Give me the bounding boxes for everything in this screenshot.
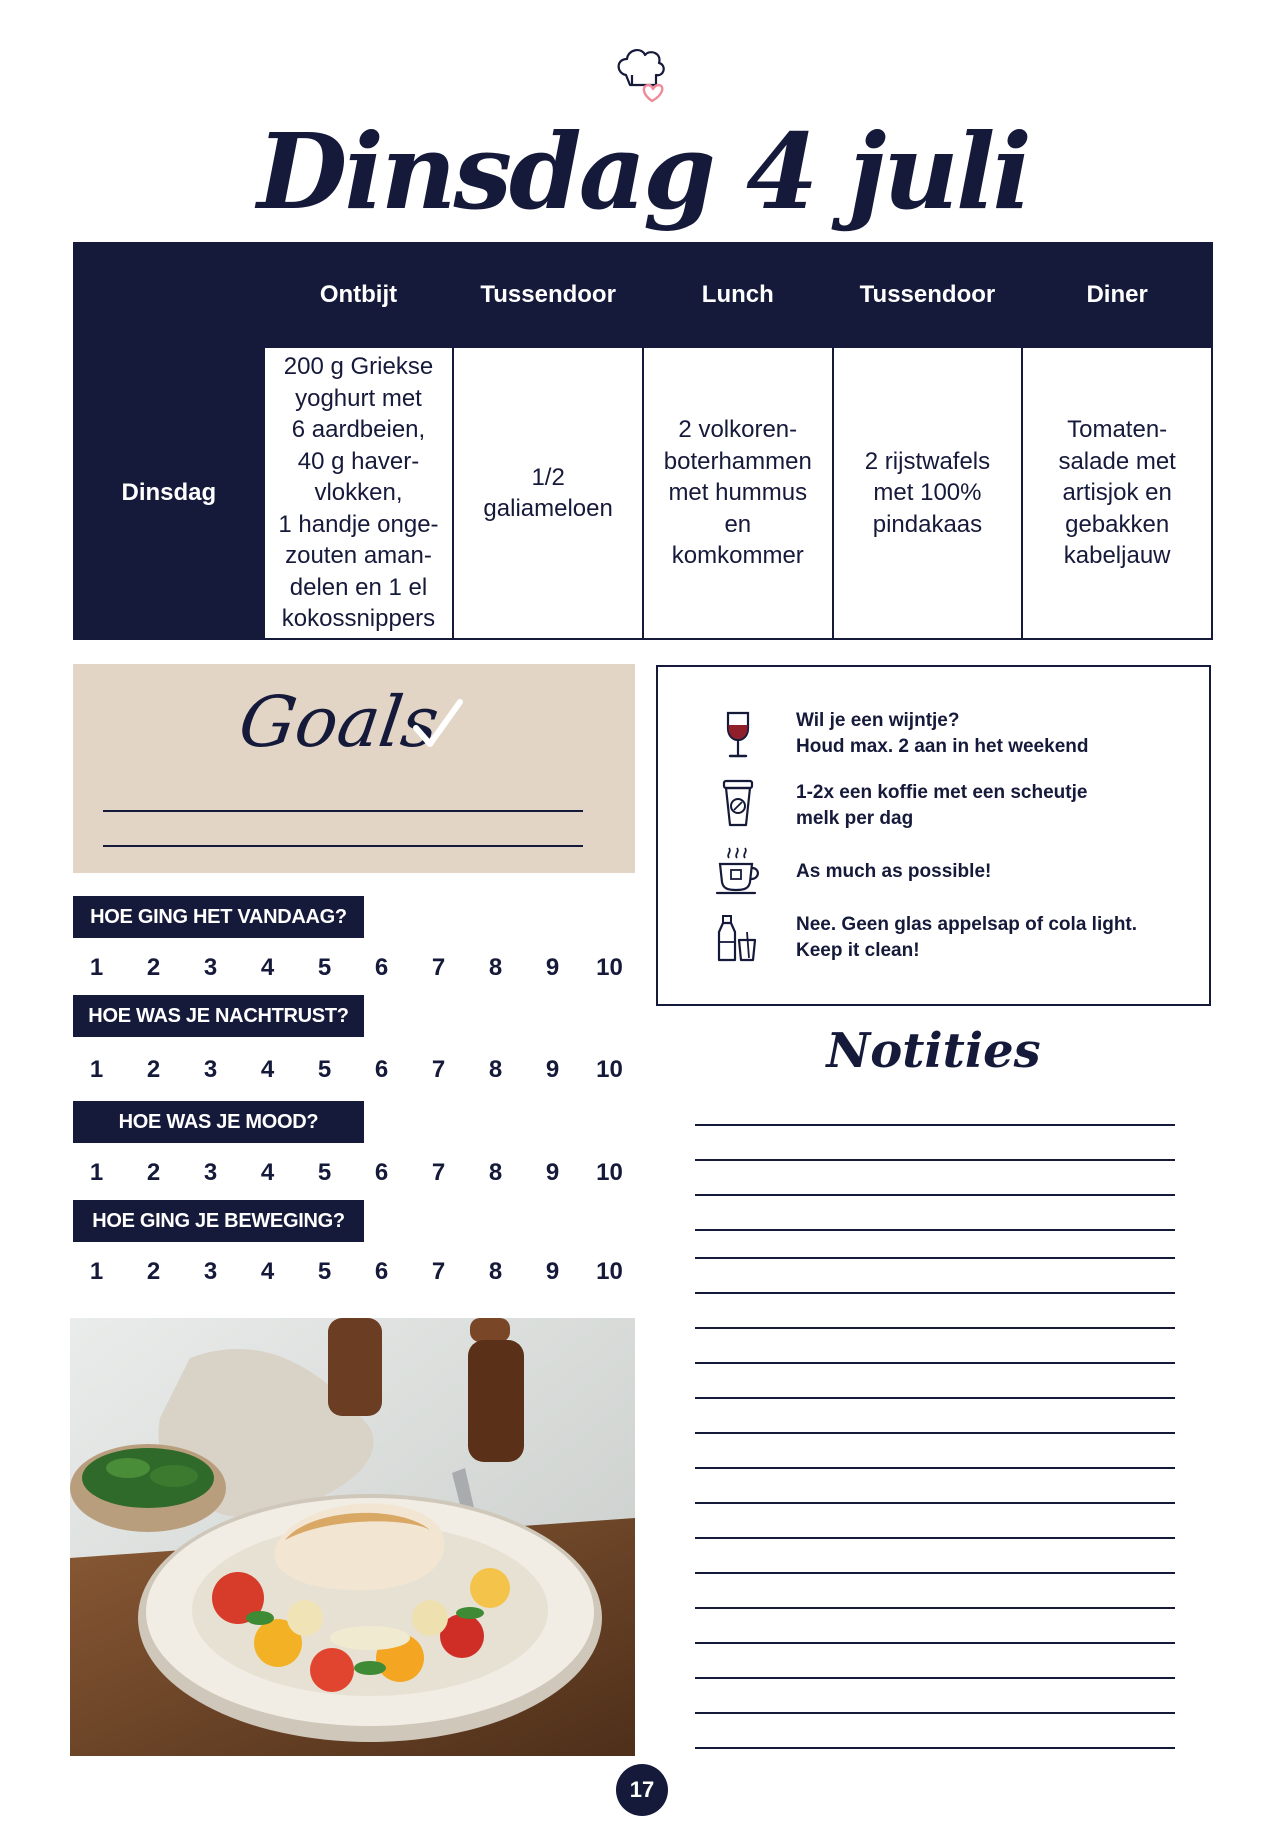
scale-option[interactable]: 3 <box>203 954 218 981</box>
note-line[interactable] <box>695 1712 1175 1714</box>
meal-cell: 200 g Griekse yoghurt met 6 aardbeien, 40 g haver- vlokken, 1 handje onge- zouten aman- delen en 1 el kokossnippers <box>264 347 454 639</box>
note-line[interactable] <box>695 1432 1175 1434</box>
note-line[interactable] <box>695 1572 1175 1574</box>
scale-option[interactable]: 5 <box>317 954 332 981</box>
bottle-and-glass-icon <box>715 914 761 964</box>
meal-cell: Tomaten- salade met artisjok en gebakken kabeljauw <box>1022 347 1212 639</box>
tip-tea-text: As much as possible! <box>796 861 992 882</box>
scale-option[interactable]: 1 <box>89 1159 104 1186</box>
table-row <box>74 347 1212 639</box>
note-line[interactable] <box>695 1502 1175 1504</box>
goal-write-line[interactable] <box>103 810 583 812</box>
scale-option[interactable]: 1 <box>89 1258 104 1285</box>
day-label-cell: Dinsdag <box>74 347 264 639</box>
table-header-row <box>74 243 1212 347</box>
table-header-cell: Tussendoor <box>453 243 643 347</box>
scale-option[interactable]: 7 <box>431 1258 446 1285</box>
page-title: Dinsdag 4 juli <box>257 110 1029 233</box>
scale-option[interactable]: 2 <box>146 1258 161 1285</box>
scale-option[interactable]: 6 <box>374 1056 389 1083</box>
scale-option[interactable]: 7 <box>431 954 446 981</box>
scale-option[interactable]: 10 <box>596 954 623 981</box>
scale-option[interactable]: 2 <box>146 1159 161 1186</box>
notes-title: Notities <box>826 1023 1041 1079</box>
table-header-cell: Lunch <box>643 243 833 347</box>
meal-cell: 1/2 galiameloen <box>453 347 643 639</box>
rating-scale-today <box>68 950 638 986</box>
scale-option[interactable]: 6 <box>374 1159 389 1186</box>
scale-option[interactable]: 5 <box>317 1056 332 1083</box>
page-number: 17 <box>616 1764 668 1816</box>
scale-option[interactable]: 4 <box>260 1258 275 1285</box>
scale-option[interactable]: 5 <box>317 1258 332 1285</box>
tip-coffee-text: 1-2x een koffie met een scheutje melk per dag <box>796 782 1088 829</box>
chef-hat-heart-icon <box>612 45 674 107</box>
scale-option[interactable]: 4 <box>260 1159 275 1186</box>
note-line[interactable] <box>695 1362 1175 1364</box>
note-line[interactable] <box>695 1607 1175 1609</box>
scale-option[interactable]: 3 <box>203 1258 218 1285</box>
scale-option[interactable]: 9 <box>545 1258 560 1285</box>
note-line[interactable] <box>695 1257 1175 1259</box>
food-photo <box>70 1318 635 1756</box>
scale-option[interactable]: 2 <box>146 954 161 981</box>
scale-option[interactable]: 9 <box>545 1056 560 1083</box>
note-line[interactable] <box>695 1159 1175 1161</box>
note-line[interactable] <box>695 1467 1175 1469</box>
scale-option[interactable]: 4 <box>260 1056 275 1083</box>
rating-label-today: HOE GING HET VANDAAG? <box>73 896 364 938</box>
scale-option[interactable]: 1 <box>89 954 104 981</box>
note-line[interactable] <box>695 1194 1175 1196</box>
table-header-cell: Ontbijt <box>264 243 454 347</box>
scale-option[interactable]: 8 <box>488 1159 503 1186</box>
scale-option[interactable]: 10 <box>596 1056 623 1083</box>
rating-label-exercise: HOE GING JE BEWEGING? <box>73 1200 364 1242</box>
scale-option[interactable]: 3 <box>203 1056 218 1083</box>
tea-cup-icon <box>715 846 761 896</box>
scale-option[interactable]: 7 <box>431 1159 446 1186</box>
tip-wine-text: Wil je een wijntje? Houd max. 2 aan in het weekend <box>796 710 1089 757</box>
note-line[interactable] <box>695 1747 1175 1749</box>
scale-option[interactable]: 6 <box>374 954 389 981</box>
note-line[interactable] <box>695 1642 1175 1644</box>
scale-option[interactable]: 4 <box>260 954 275 981</box>
scale-option[interactable]: 9 <box>545 954 560 981</box>
table-header-cell: Tussendoor <box>833 243 1023 347</box>
rating-scale-exercise <box>68 1254 638 1290</box>
scale-option[interactable]: 8 <box>488 1056 503 1083</box>
meal-cell: 2 rijstwafels met 100% pindakaas <box>833 347 1023 639</box>
rating-label-sleep: HOE WAS JE NACHTRUST? <box>73 995 364 1037</box>
note-line[interactable] <box>695 1397 1175 1399</box>
scale-option[interactable]: 1 <box>89 1056 104 1083</box>
note-line[interactable] <box>695 1677 1175 1679</box>
scale-option[interactable]: 3 <box>203 1159 218 1186</box>
note-line[interactable] <box>695 1537 1175 1539</box>
goals-title: Goals <box>234 681 444 763</box>
scale-option[interactable]: 9 <box>545 1159 560 1186</box>
note-line[interactable] <box>695 1229 1175 1231</box>
note-line[interactable] <box>695 1124 1175 1126</box>
scale-option[interactable]: 5 <box>317 1159 332 1186</box>
scale-option[interactable]: 7 <box>431 1056 446 1083</box>
note-line[interactable] <box>695 1327 1175 1329</box>
scale-option[interactable]: 2 <box>146 1056 161 1083</box>
wine-glass-icon <box>715 710 761 760</box>
coffee-cup-icon <box>715 778 761 828</box>
meal-table <box>73 242 1213 640</box>
rating-scale-mood <box>68 1155 638 1191</box>
scale-option[interactable]: 8 <box>488 954 503 981</box>
table-header-cell <box>74 243 264 347</box>
table-header-cell: Diner <box>1022 243 1212 347</box>
checkmark-icon <box>410 696 466 752</box>
note-line[interactable] <box>695 1292 1175 1294</box>
scale-option[interactable]: 8 <box>488 1258 503 1285</box>
tip-drinks-text: Nee. Geen glas appelsap of cola light. Keep it clean! <box>796 914 1138 961</box>
rating-scale-sleep <box>68 1052 638 1088</box>
scale-option[interactable]: 6 <box>374 1258 389 1285</box>
meal-cell: 2 volkoren- boterhammen met hummus en komkommer <box>643 347 833 639</box>
goal-write-line[interactable] <box>103 845 583 847</box>
scale-option[interactable]: 10 <box>596 1258 623 1285</box>
rating-label-mood: HOE WAS JE MOOD? <box>73 1101 364 1143</box>
scale-option[interactable]: 10 <box>596 1159 623 1186</box>
